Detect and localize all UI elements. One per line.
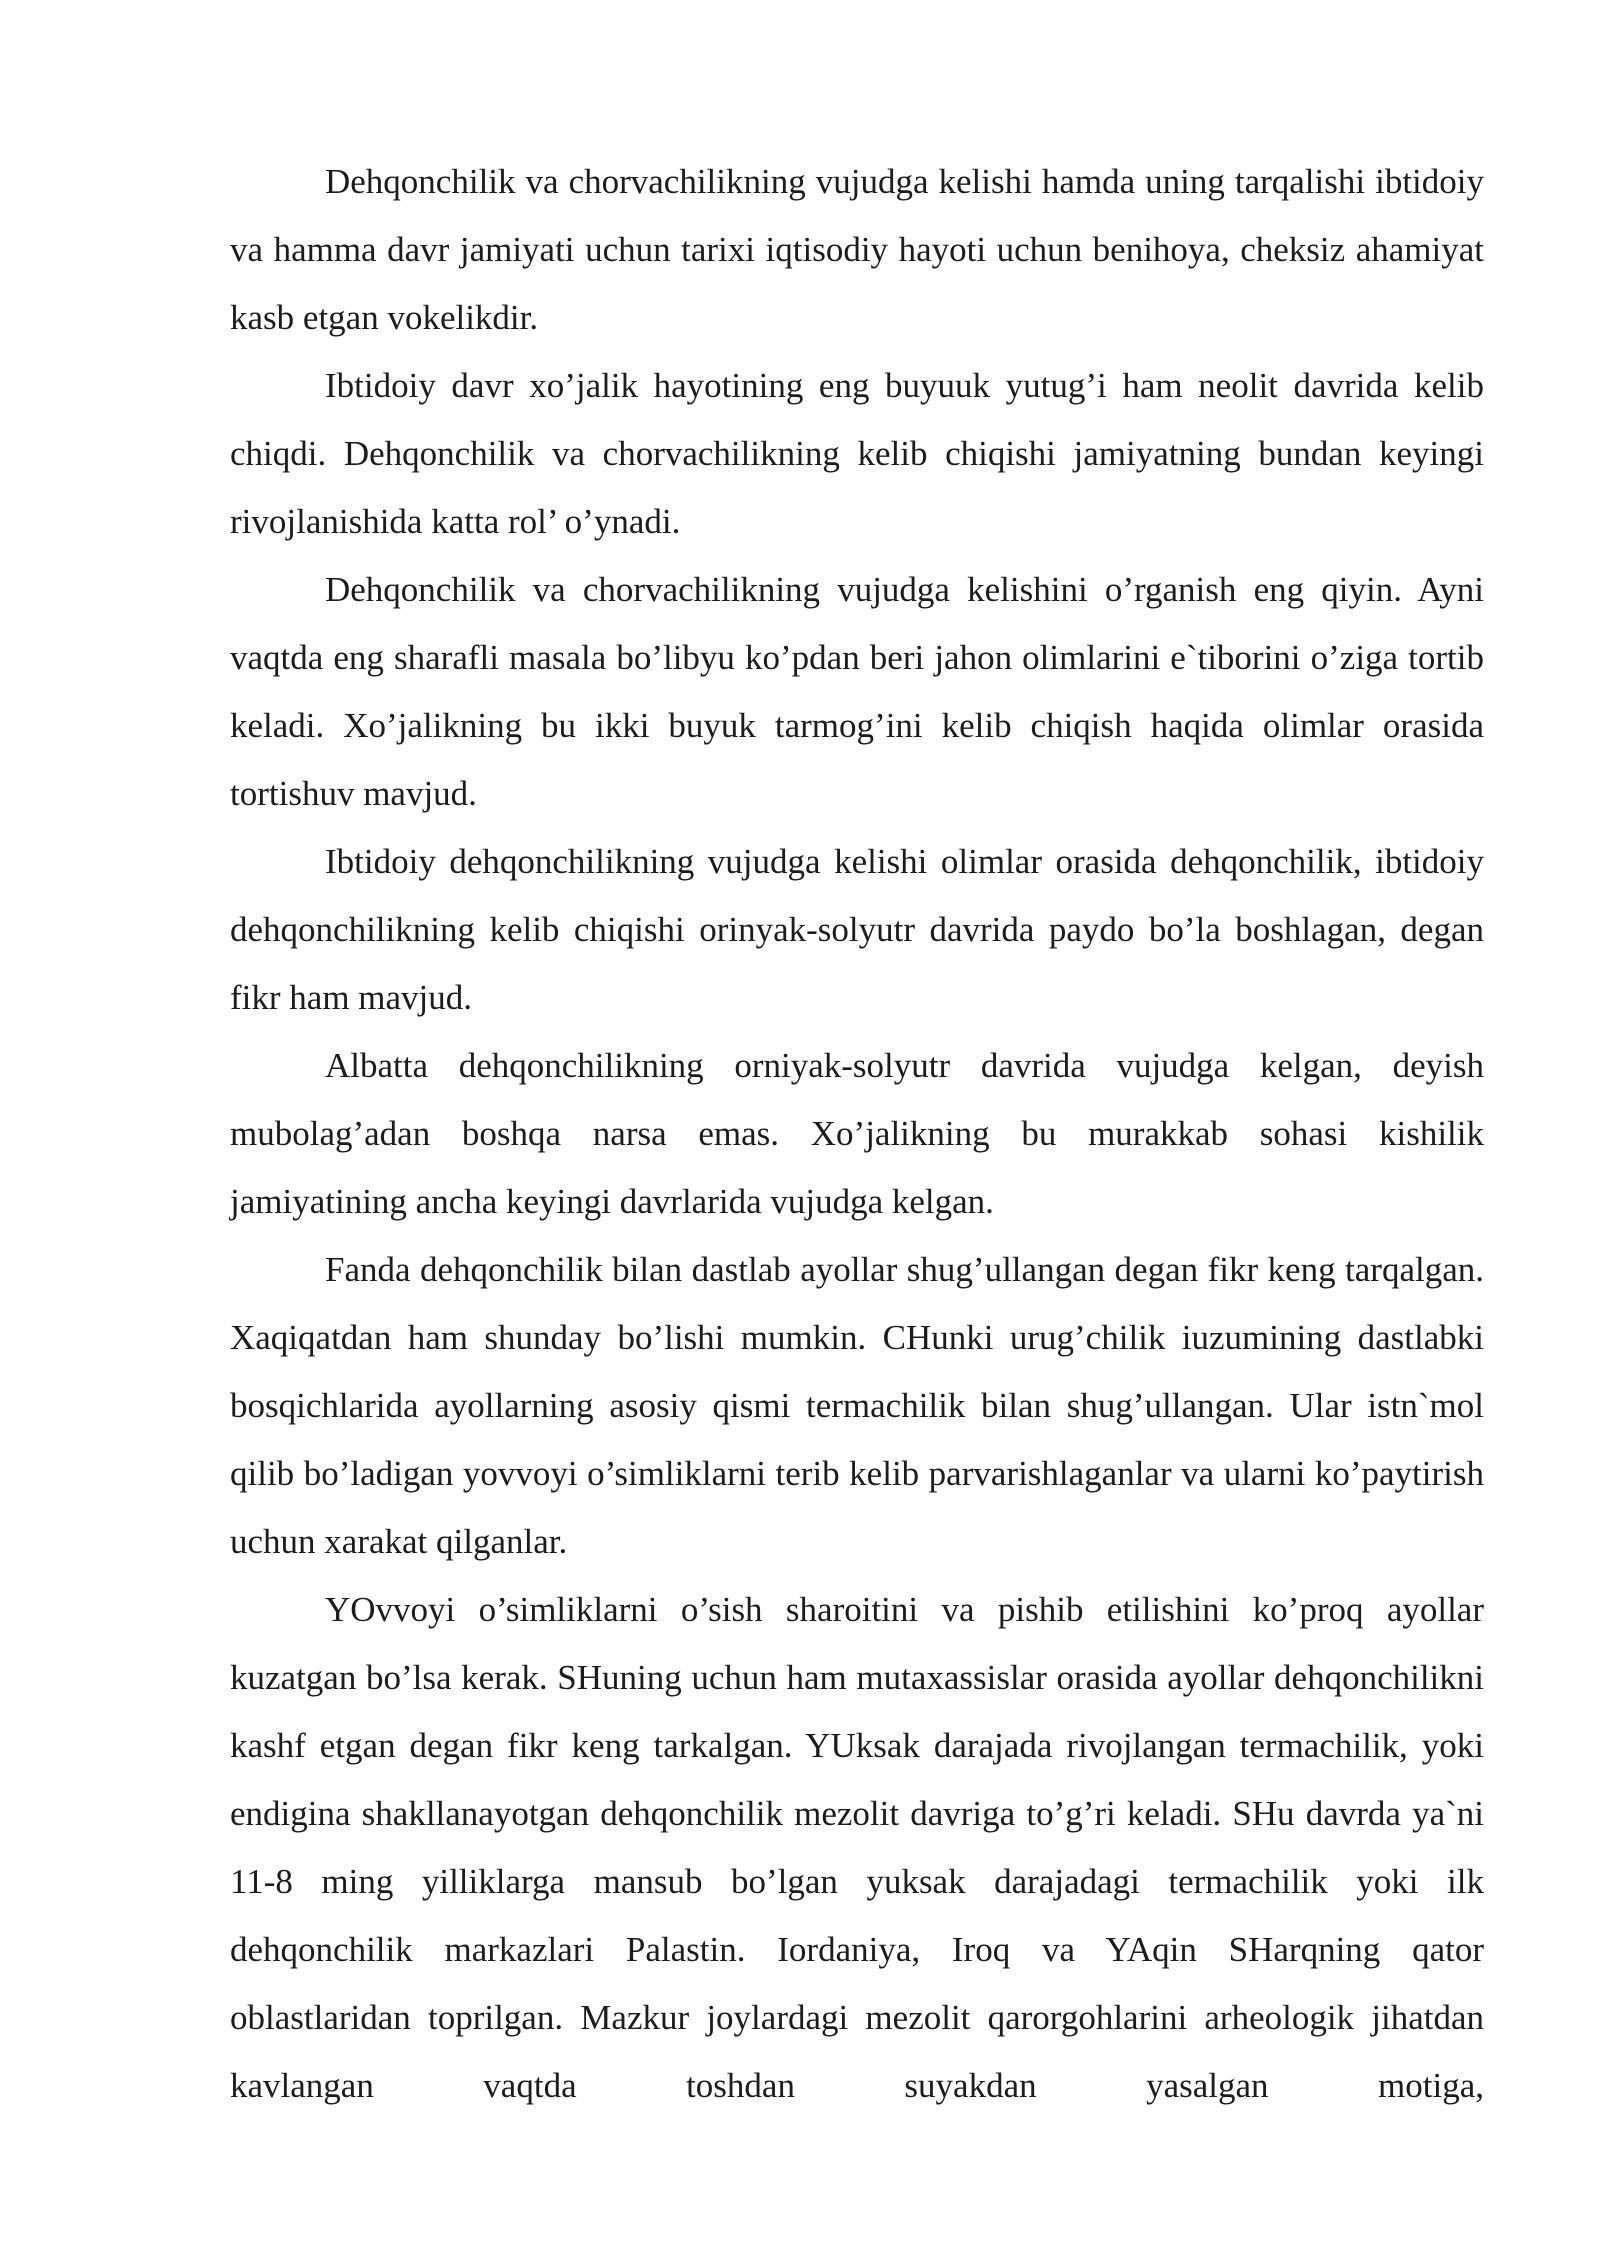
- paragraph-3: Dehqonchilik va chorvachilikning vujudga kelishini o’rganish eng qiyin. Ayni vaqtda eng sharafli masala bo’libyu ko’pdan beri jahon olimlarini e`tiborini o’ziga tortib keladi. Xo’jalikning bu ikki buyuk tarmog’ini kelib chiqish haqida olimlar orasida tortishuv mavjud.: [230, 570, 1484, 813]
- paragraph-1: Dehqonchilik va chorvachilikning vujudga kelishi hamda uning tarqalishi ibtidoiy va hamma davr jamiyati uchun tarixi iqtisodiy hayoti uchun benihoya, cheksiz ahamiyat kasb etgan vokelikdir.: [230, 162, 1484, 337]
- paragraph-7: YOvvoyi o’simliklarni o’sish sharoitini va pishib etilishini ko’proq ayollar kuzatgan bo’lsa kerak. SHuning uchun ham mutaxassislar orasida ayollar dehqonchilikni kashf etgan degan fikr keng tarkalgan. YUksak darajada rivojlangan termachilik, yoki endigina shakllanayotgan dehqonchilik mezolit davriga to’g’ri keladi. SHu davrda ya`ni 11-8 ming yilliklarga mansub bo’lgan yuksak darajadagi termachilik yoki ilk dehqonchilik markazlari Palastin. Iordaniya, Iroq va YAqin SHarqning qator oblastlaridan toprilgan. Mazkur joylardagi mezolit qarorgohlarini arheologik jihatdan kavlangan vaqtda toshdan suyakdan yasalgan motiga,: [230, 1590, 1484, 2105]
- paragraph-4: Ibtidoiy dehqonchilikning vujudga kelishi olimlar orasida dehqonchilik, ibtidoiy dehqonchilikning kelib chiqishi orinyak-solyutr davrida paydo bo’la boshlagan, degan fikr ham mavjud.: [230, 842, 1484, 1017]
- paragraph-6: Fanda dehqonchilik bilan dastlab ayollar shug’ullangan degan fikr keng tarqalgan. Xaqiqatdan ham shunday bo’lishi mumkin. CHunki urug’chilik iuzumining dastlabki bosqichlarida ayollarning asosiy qismi termachilik bilan shug’ullangan. Ular istn`mol qilib bo’ladigan yovvoyi o’simliklarni terib kelib parvarishlaganlar va ularni ko’paytirish uchun xarakat qilganlar.: [230, 1250, 1484, 1561]
- paragraph-5: Albatta dehqonchilikning orniyak-solyutr davrida vujudga kelgan, deyish mubolag’adan boshqa narsa emas. Xo’jalikning bu murakkab sohasi kishilik jamiyatining ancha keyingi davrlarida vujudga kelgan.: [230, 1046, 1484, 1221]
- paragraph-2: Ibtidoiy davr xo’jalik hayotining eng buyuuk yutug’i ham neolit davrida kelib chiqdi. Dehqonchilik va chorvachilikning kelib chiqishi jamiyatning bundan keyingi rivojlanishida katta rol’ o’ynadi.: [230, 366, 1484, 541]
